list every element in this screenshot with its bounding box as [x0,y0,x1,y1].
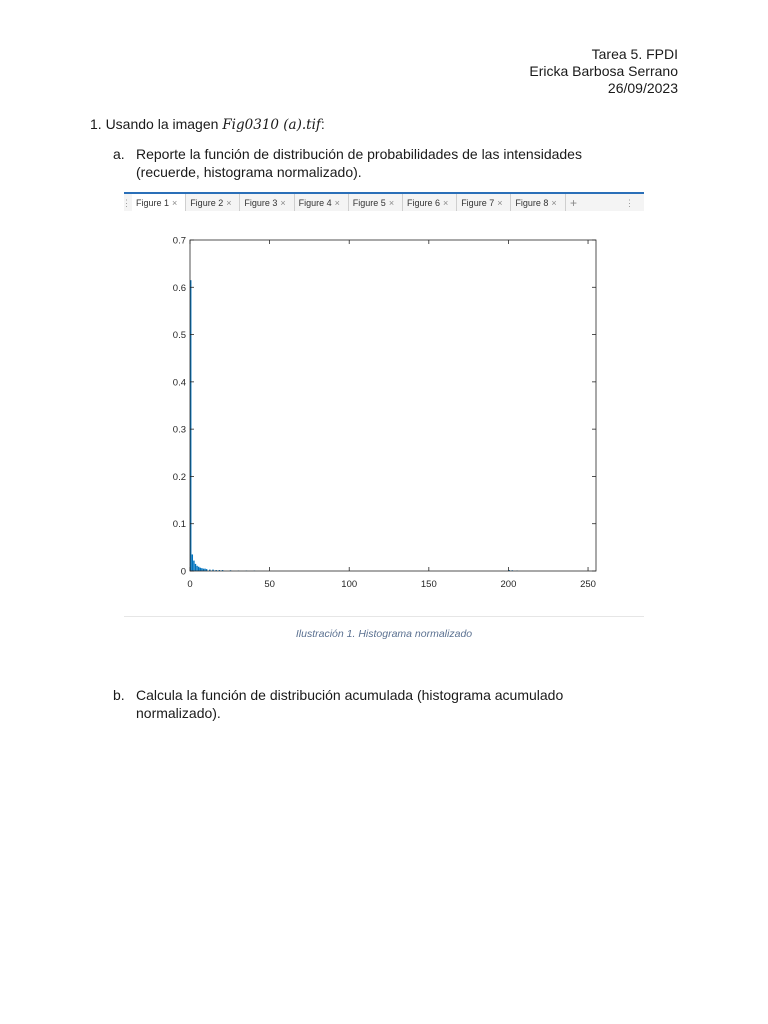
tab-figure-5[interactable] [349,194,403,212]
tab-label: Figure 8 [515,198,549,208]
tab-label: Figure 1 [136,198,170,208]
x-tick-label: 50 [264,579,275,590]
close-icon[interactable]: × [280,198,286,208]
y-tick-label: 0.7 [172,235,186,247]
author-name: Ericka Barbosa Serrano [529,63,678,79]
histogram-chart [124,211,644,616]
more-options-icon[interactable]: ⋮ [625,198,634,208]
question-1-suffix: : [320,116,325,132]
y-tick-label: 0.4 [172,377,186,389]
x-tick-label: 200 [500,579,517,590]
histogram-bar [201,568,202,571]
grip-icon[interactable]: ⋮ [122,198,131,208]
add-tab-icon[interactable]: + [570,196,578,210]
tab-label: Figure 5 [352,198,386,208]
histogram-bar [195,564,196,571]
close-icon[interactable]: × [334,198,340,208]
y-tick-label: 0.3 [172,424,186,436]
tab-figure-2[interactable] [186,194,240,212]
y-tick-label: 0.1 [172,519,186,531]
tab-figure-7[interactable] [457,194,511,212]
close-icon[interactable]: × [226,198,232,208]
tab-figure-1[interactable] [132,194,186,212]
x-tick-label: 150 [420,579,437,590]
histogram-bar [193,561,194,571]
x-tick-label: 250 [580,579,596,590]
close-icon[interactable]: × [172,198,178,208]
tab-figure-3[interactable] [240,194,294,212]
tab-figure-6[interactable] [403,194,457,212]
tab-label: Figure 3 [244,198,278,208]
item-a-text: Reporte la función de distribución de probabilidades de las intensidades (recuerde, histograma normalizado). [136,146,582,180]
figure-caption: Ilustración 1. Histograma normalizado [295,628,473,640]
item-b-marker: b. [113,687,125,703]
histogram-bar [200,568,201,571]
y-tick-label: 0 [180,566,186,578]
tab-label: Figure 7 [461,198,495,208]
histogram-bar [196,566,197,571]
question-1 [90,116,325,133]
x-tick-label: 0 [187,579,193,590]
assignment-title: Tarea 5. FPDI [591,46,678,62]
tab-label: Figure 2 [190,198,224,208]
item-b-text: Calcula la función de distribución acumulada (histograma acumulado normalizado). [136,687,564,721]
histogram-bar [192,554,193,571]
figure-tab-bar [124,192,644,213]
y-tick-label: 0.5 [172,330,186,342]
histogram-bar [198,567,199,571]
tab-figure-4[interactable] [295,194,349,212]
close-icon[interactable]: × [443,198,449,208]
question-1-prefix: 1. Usando la imagen [90,116,223,132]
y-tick-label: 0.6 [172,282,186,294]
y-tick-label: 0.2 [172,471,186,483]
document-header [529,46,678,97]
tab-figure-8[interactable] [511,194,565,212]
tab-label: Figure 4 [298,198,332,208]
close-icon[interactable]: × [388,198,395,208]
close-icon[interactable]: × [551,198,557,208]
item-a-marker: a. [113,146,125,162]
tab-label: Figure 6 [407,198,441,208]
document-date: 26/09/2023 [607,80,678,96]
plot-area [190,240,596,571]
x-tick-label: 100 [341,579,358,590]
close-icon[interactable]: × [497,198,503,208]
question-1-filename: Fig0310 (a).tif [222,117,321,133]
